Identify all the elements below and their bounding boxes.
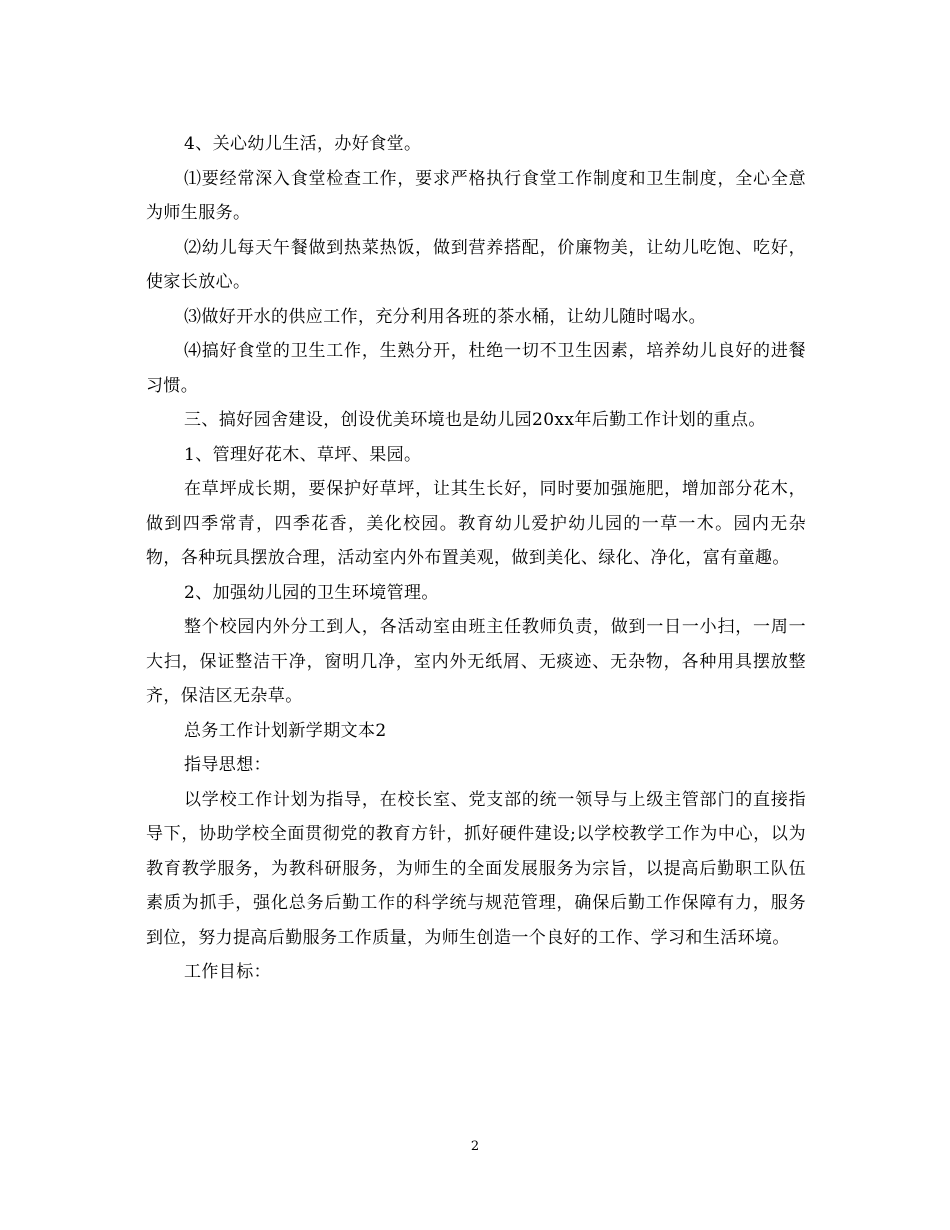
paragraph-plan-title-2: 总务工作计划新学期文本2 [184, 720, 387, 741]
paragraph-canteen-item-4: ⑷搞好食堂的卫生工作，生熟分开，杜绝一切不卫生因素，培养幼儿良好的进餐习惯。 [146, 341, 806, 396]
paragraph-subsection-2-heading: 2、加强幼儿园的卫生环境管理。 [184, 582, 439, 603]
paragraph-lawn-care: 在草坪成长期，要保护好草坪，让其生长好，同时要加强施肥，增加部分花木，做到四季常青，四季花香，美化校园。教育幼儿爱护幼儿园的一草一木。园内无杂物，各种玩具摆放合理，活动室内外布置美观，做到美化、绿化、净化，富有童趣。 [146, 479, 806, 568]
paragraph-hygiene-management: 整个校园内外分工到人，各活动室由班主任教师负责，做到一日一小扫，一周一大扫，保证整洁干净，窗明几净，室内外无纸屑、无痰迹、无杂物，各种用具摆放整齐，保洁区无杂草。 [146, 617, 806, 706]
paragraph-work-goals-heading: 工作目标： [184, 962, 271, 982]
paragraph-guiding-ideology: 以学校工作计划为指导，在校长室、党支部的统一领导与上级主管部门的直接指导下，协助学校全面贯彻党的教育方针，抓好硬件建设;以学校教学工作为中心，以为教育教学服务，为教科研服务，为师生的全面发展服务为宗旨，以提高后勤职工队伍素质为抓手，强化总务后勤工作的科学统与规范管理，确保后勤工作保障有力，服务到位，努力提高后勤服务工作质量，为师生创造一个良好的工作、学习和生活环境。 [146, 789, 806, 948]
document-body [146, 127, 806, 990]
paragraph-section-3-heading: 三、搞好园舍建设，创设优美环境也是幼儿园20xx年后勤工作计划的重点。 [184, 410, 766, 430]
paragraph-subsection-1-heading: 1、管理好花木、草坪、果园。 [184, 444, 422, 465]
paragraph-canteen-item-1: ⑴要经常深入食堂检查工作，要求严格执行食堂工作制度和卫生制度，全心全意为师生服务。 [146, 168, 806, 223]
paragraph-canteen-item-2: ⑵幼儿每天午餐做到热菜热饭，做到营养搭配，价廉物美，让幼儿吃饱、吃好，使家长放心。 [146, 237, 806, 292]
page-number: 2 [470, 1139, 480, 1154]
paragraph-guiding-ideology-heading: 指导思想： [184, 755, 271, 775]
paragraph-canteen-item-3: ⑶做好开水的供应工作，充分利用各班的茶水桶，让幼儿随时喝水。 [184, 306, 706, 327]
paragraph-section-4-heading: 4、关心幼儿生活，办好食堂。 [184, 134, 422, 154]
